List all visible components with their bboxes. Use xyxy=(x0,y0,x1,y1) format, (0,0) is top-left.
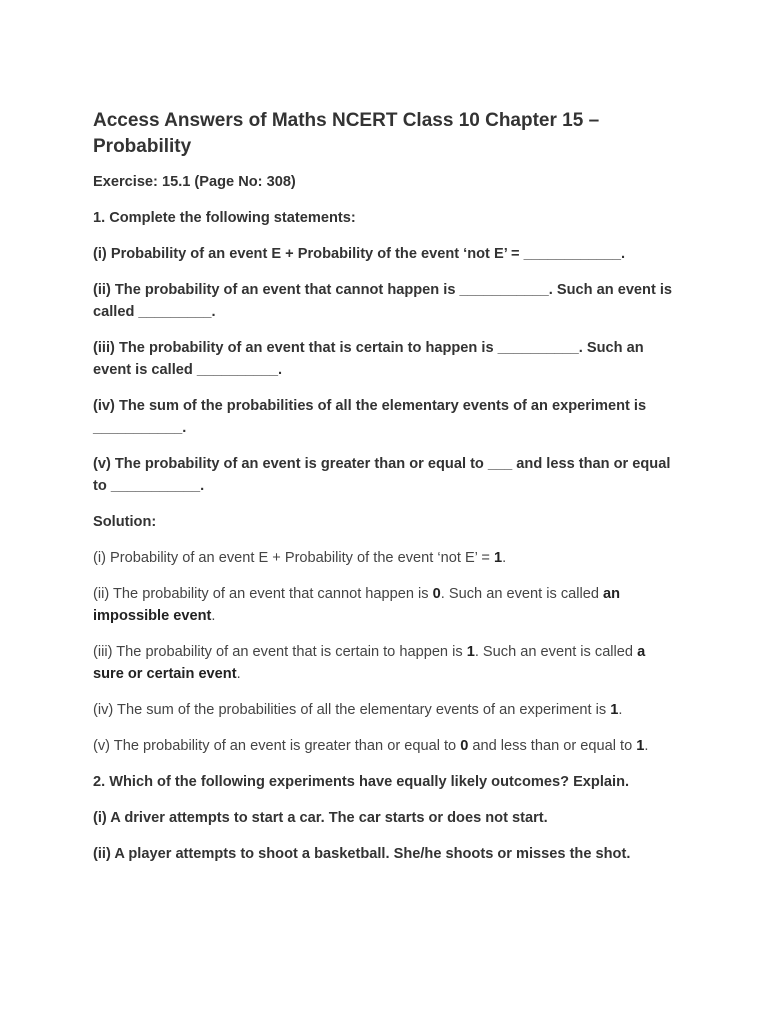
document-page xyxy=(93,108,678,865)
question-1-item-v: (v) The probability of an event is greater than or equal to ___ and less than or equal to ___________. xyxy=(93,456,671,494)
solution-item-i xyxy=(93,547,678,569)
solution-text: . xyxy=(644,738,649,754)
solution-text: . xyxy=(618,702,623,718)
solution-label: Solution: xyxy=(93,514,157,530)
solution-text: (i) Probability of an event E + Probability of the event ‘not E’ = xyxy=(93,550,495,566)
solution-text: . xyxy=(211,608,216,624)
solution-item-iii xyxy=(93,641,678,685)
solution-text: (ii) The probability of an event that cannot happen is xyxy=(93,586,433,602)
solution-item-ii xyxy=(93,583,678,627)
solution-text: and less than or equal to xyxy=(468,738,637,754)
question-1-heading: 1. Complete the following statements: xyxy=(93,210,356,226)
question-2-item-ii: (ii) A player attempts to shoot a basketball. She/he shoots or misses the shot. xyxy=(93,846,631,862)
solution-text: . Such an event is called xyxy=(440,586,604,602)
solution-answer: an impossible event xyxy=(93,586,621,624)
page-title: Access Answers of Maths NCERT Class 10 Chapter 15 – Probability xyxy=(93,110,600,157)
solution-text: (iv) The sum of the probabilities of all the elementary events of an experiment is xyxy=(93,702,611,718)
solution-answer: 0 xyxy=(432,586,441,602)
solution-answer: a sure or certain event xyxy=(93,644,646,682)
solution-text: . xyxy=(236,666,241,682)
question-1-item-i: (i) Probability of an event E + Probability of the event ‘not E’ = ____________. xyxy=(93,246,626,262)
exercise-label: Exercise: 15.1 (Page No: 308) xyxy=(93,174,296,190)
solution-text: . xyxy=(502,550,507,566)
solution-text: . Such an event is called xyxy=(474,644,638,660)
question-2-item-i: (i) A driver attempts to start a car. The car starts or does not start. xyxy=(93,810,548,826)
question-1-item-iv: (iv) The sum of the probabilities of all the elementary events of an experiment is ___________. xyxy=(93,398,647,436)
question-1-item-iii: (iii) The probability of an event that is certain to happen is __________. Such an event is called __________. xyxy=(93,340,644,378)
solution-text: (iii) The probability of an event that is certain to happen is xyxy=(93,644,467,660)
solution-item-v xyxy=(93,735,678,757)
solution-answer: 1 xyxy=(610,702,619,718)
solution-answer: 0 xyxy=(460,738,469,754)
solution-text: (v) The probability of an event is greater than or equal to xyxy=(93,738,461,754)
solution-item-iv xyxy=(93,699,678,721)
solution-answer: 1 xyxy=(636,738,645,754)
solution-answer: 1 xyxy=(494,550,503,566)
question-1-item-ii: (ii) The probability of an event that cannot happen is ___________. Such an event is called _________. xyxy=(93,282,673,320)
solution-answer: 1 xyxy=(466,644,475,660)
question-2-heading: 2. Which of the following experiments have equally likely outcomes? Explain. xyxy=(93,774,630,790)
